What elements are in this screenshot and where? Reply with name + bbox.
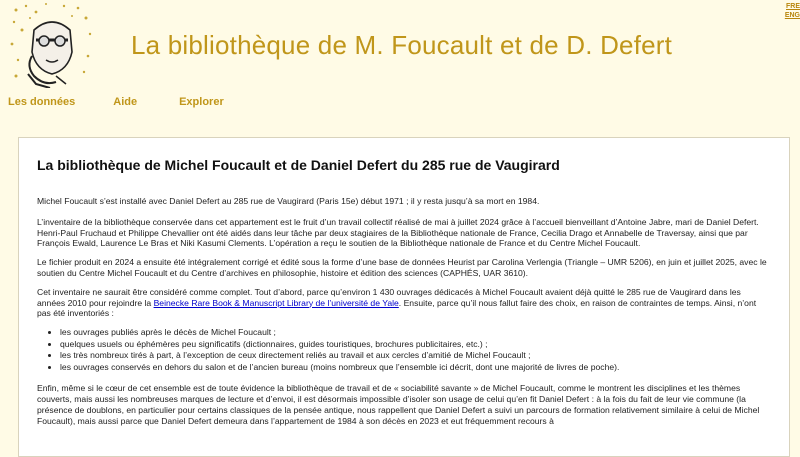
paragraph-4 — [37, 287, 771, 319]
foucault-portrait-logo[interactable] — [6, 0, 96, 88]
nav-item-explorer[interactable]: Explorer — [179, 96, 224, 108]
exclusions-list — [37, 327, 771, 373]
paragraph-5: Enfin, même si le cœur de cet ensemble est de toute évidence la bibliothèque de travail et de « sociabilité savante » de Michel Foucault, comme le montrent les disciplines et les thèmes couverts, mais aussi les nombreuses marques de lecture et d’envoi, il est désormais impossible d’isoler son usage de celui qu’en fit Daniel Defert : à la fois du fait de leur vie commune (la présence de doublons, en particulier pour certains classiques de la pensée antique, nous rappellent que Daniel Defert a suivi un parcours de formation relativement similaire à celui de Michel Foucault), mais aussi parce que Daniel Defert demeura dans l’appartement de 1984 à son décès en 2023 et eut fréquemment recours à — [37, 383, 760, 426]
list-item: • les très nombreux tirés à part, à l’exception de ceux directement reliés au travail et aux cercles d’amitié de Michel Foucault ; — [60, 350, 771, 362]
list-item: • les ouvrages publiés après le décès de Michel Foucault ; — [60, 327, 771, 339]
lang-fr-link[interactable]: FRE — [786, 3, 800, 10]
paragraph-4-text-b: . Ensuite, parce qu’il nous fallut faire des choix, en raison de contraintes de temps. Ainsi, n’ont pas été inventoriés : — [37, 297, 757, 319]
paragraph-1: Michel Foucault s’est installé avec Daniel Defert au 285 rue de Vaugirard (Paris 15e) début 1971 ; il y resta jusqu’à sa mort en 1984. — [37, 196, 540, 206]
nav-item-donnees[interactable]: Les données — [8, 96, 76, 108]
site-title: La bibliothèque de M. Foucault et de D. Defert — [131, 30, 673, 60]
paragraph-2: L’inventaire de la bibliothèque conservée dans cet appartement est le fruit d’un travail collectif réalisé de mai à juillet 2024 grâce à l’accueil bienveillant d’Antoine Jabre, mari de Daniel Defert. Henri-Paul Fruchaud et Philippe Chevallier ont été aidés dans leur tâche par deux stagiaires de la Bibliothèque nationale de France, Cecilia Drago et Annabelle de Traversay, ainsi que par François Ewald, Laurence Le Bras et Niki Kasumi Clements. L’opération a reçu le soutien de la Bibliothèque nationale de France et du Centre Michel Foucault. — [37, 216, 759, 249]
list-item: • les ouvrages conservés en dehors du salon et de l’ancien bureau (moins nombreux que l’ensemble ici décrit, dont une majorité de livres de poche). — [60, 362, 771, 374]
paragraph-3: Le fichier produit en 2024 a ensuite été intégralement corrigé et édité sous la forme d’une base de données Heurist par Carolina Verlengia (Triangle – UMR 5206), en juin et juillet 2025, avec le soutien du Centre Michel Foucault et du Centre d’archives en philosophie, histoire et édition des sciences (CAPHÉS, UAR 3610). — [37, 257, 767, 278]
article-heading: La bibliothèque de Michel Foucault et de Daniel Defert du 285 rue de Vaugirard — [37, 157, 560, 173]
nav-item-aide[interactable]: Aide — [113, 96, 138, 108]
site-header — [0, 0, 800, 90]
paragraph-4-text-a: Cet inventaire ne saurait être considéré comme complet. Tout d’abord, parce qu’environ 1 430 ouvrages dédicacés à Michel Foucault avaient déjà quitté le 285 rue de Vaugirard dans les années 2010 pour rejoindre la — [37, 286, 741, 308]
main-nav — [8, 96, 262, 108]
language-switcher — [785, 2, 800, 20]
lang-en-link[interactable]: ENG — [784, 12, 800, 19]
beinecke-library-link[interactable]: Beinecke Rare Book & Manuscript Library de l’université de Yale — [153, 297, 399, 308]
list-item: • quelques usuels ou éphémères peu significatifs (dictionnaires, guides touristiques, brochures publicitaires, etc.) ; — [60, 339, 771, 351]
article-panel — [18, 137, 790, 457]
